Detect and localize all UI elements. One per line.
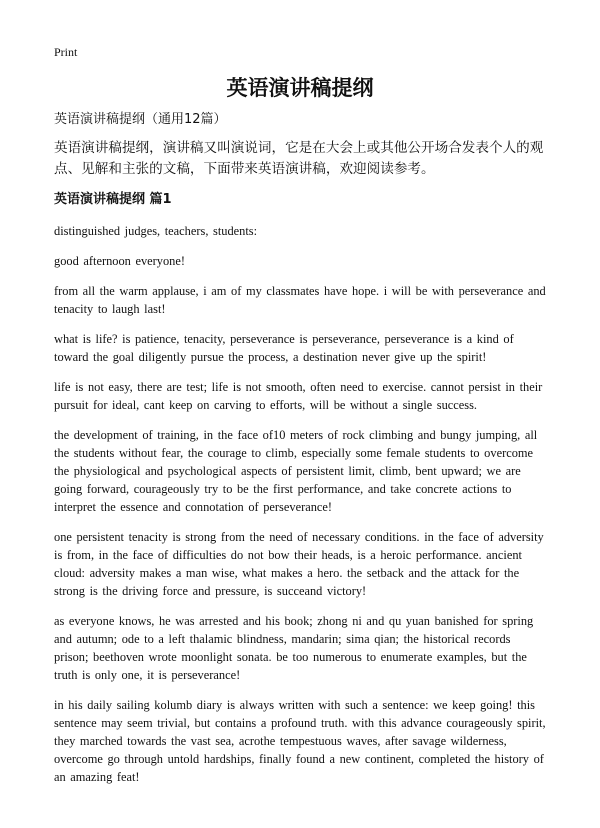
body-paragraph: from all the warm applause, i am of my classmates have hope. i will be with perseverance and tenacity to laugh last! [54,284,546,316]
body-paragraph: good afternoon everyone! [54,254,185,268]
body-paragraph: the development of training, in the face of10 meters of rock climbing and bungy jumping, all the students without fear, the courage to climb, especially some female students to overcome the physiological and psychological aspects of persistent limit, climb, bent upward; we are going forward, courageously try to be the first performance, and take concrete actions to interpret the essence and connotation of perseverance! [54,428,538,514]
body-paragraph: in his daily sailing kolumb diary is always written with such a sentence: we keep going! this sentence may seem trivial, but contains a profound truth. with this advance courageously spirit, they marched towards the vast sea, acrothe tempestuous waves, after savage wilderness, overcome go through untold hardships, finally found a new continent, completed the history of an amazing feat! [54,698,546,784]
intro-paragraph: 英语演讲稿提纲，演讲稿又叫演说词，它是在大会上或其他公开场合发表个人的观点、见解和主张的文稿，下面带来英语演讲稿，欢迎阅读参考。 [54,140,544,177]
body-paragraph: life is not easy, there are test; life is not smooth, often need to exercise. cannot persist in their pursuit for ideal, cant keep on carving to efforts, will be without a single success. [54,380,543,412]
body-paragraph: one persistent tenacity is strong from the need of necessary conditions. in the face of adversity is from, in the face of difficulties do not bow their heads, is a heroic performance. ancient cloud: adversity makes a man wise, what makes a hero. the setback and the attack for the strong is the driving force and pressure, is succeand victory! [54,530,544,598]
print-label: Print [54,45,78,59]
document-subtitle: 英语演讲稿提纲（通用12篇） [54,112,227,127]
body-paragraph: what is life? is patience, tenacity, perseverance is perseverance, perseverance is a kind of toward the goal diligently pursue the process, a destination never give up the spirit! [54,332,514,364]
body-paragraph: as everyone knows, he was arrested and his book; zhong ni and qu yuan banished for spring and autumn; ode to a left thalamic blindness, mandarin; sima qian; the historical records prison; beethoven wrote moonlight sonata. be too numerous to enumerate examples, but the truth is only one, it is perseverance! [54,614,534,682]
body-paragraph: distinguished judges, teachers, students: [54,224,258,238]
section-heading: 英语演讲稿提纲 篇1 [54,192,172,207]
document-title: 英语演讲稿提纲 [226,76,374,100]
